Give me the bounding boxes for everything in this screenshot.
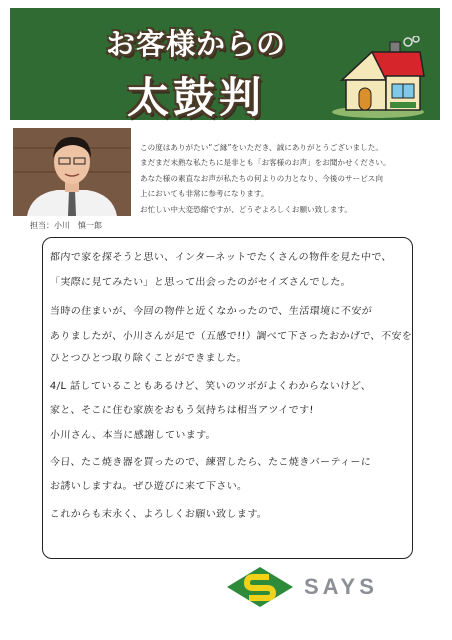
handwritten-line: ありましたが、小川さんが足で（五感で!!）調べて下さったおかげで、不安を (49, 331, 413, 342)
staff-photo (13, 128, 131, 216)
says-logo-icon (225, 565, 295, 609)
brand-name: SAYS (304, 574, 378, 599)
message-line: まだまだ未熟な私たちに是非とも「お客様のお声」をお聞かせください。 (140, 158, 391, 168)
message-line: この度はありがたい“ご縁”をいただき、誠にありがとうございました。 (140, 143, 383, 152)
message-line: あなた様の素直なお声が私たちの何よりの力となり、今後のサービス向 (140, 173, 383, 183)
title-line-2: 太鼓判 (126, 73, 265, 122)
handwritten-line: 都内で家を探そうと思い、インターネットでたくさんの物件を見た中で、 (49, 252, 393, 263)
message-line: 上においても非常に参考になります。 (140, 189, 269, 199)
message-line: お忙しい中大変恐縮ですが、どうぞよろしくお願い致します。 (140, 204, 353, 214)
handwritten-line: 4/L 話していることもあるけど、笑いのツボがよくわからないけど、 (49, 381, 372, 392)
handwritten-line: 「実際に見てみたい」と思って出会ったのがセイズさんでした。 (49, 277, 352, 288)
header-banner (10, 8, 440, 120)
page-title (96, 22, 296, 125)
handwritten-line: ひとつひとつ取り除くことができました。 (49, 353, 248, 364)
handwritten-line: 小川さん、本当に感謝しています。 (49, 430, 217, 441)
handwritten-line: 家と、そこに住む家族をおもう気持ちは相当アツイです! (49, 405, 315, 416)
handwritten-line: 今日、たこ焼き器を買ったので、練習したら、たこ焼きパーティーに (49, 457, 372, 468)
handwritten-line: 当時の住まいが、今回の物件と近くなかったので、生活環境に不安が (49, 306, 373, 317)
staff-caption: 担当：小川 慎一郎 (30, 221, 102, 230)
handwritten-line: これからも末永く、よろしくお願い致します。 (49, 509, 268, 520)
handwritten-line: お誘いしますね。ぜひ遊びに来て下さい。 (49, 481, 248, 492)
title-line-1: お客様からの (105, 27, 286, 61)
intro-message (140, 140, 440, 217)
house-icon (328, 36, 428, 120)
